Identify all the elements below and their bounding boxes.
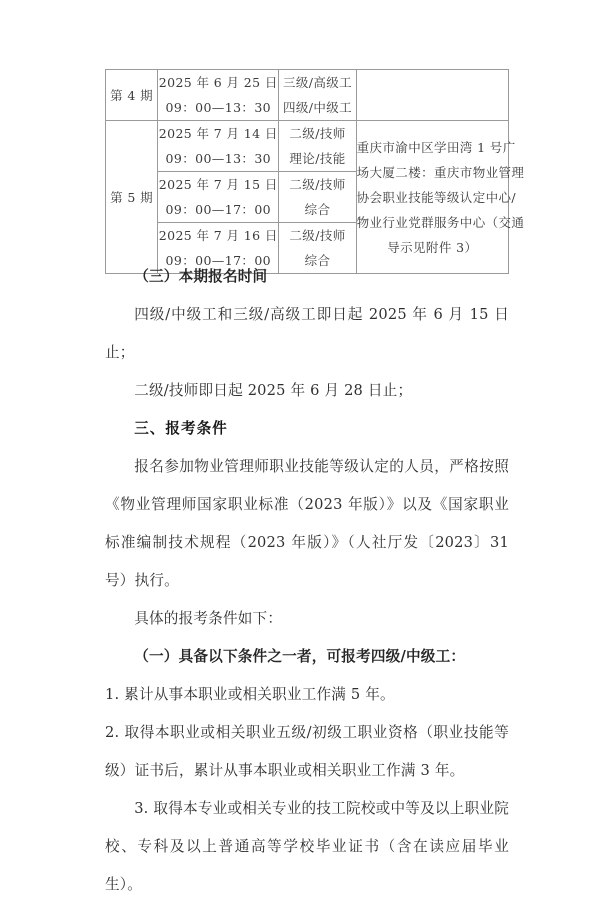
- address-line: 协会职业技能等级认定中心/: [356, 189, 517, 205]
- date-line: 2025 年 7 月 16 日: [158, 228, 278, 243]
- table-row: [106, 121, 509, 172]
- level-line: 四级/中级工: [282, 100, 353, 115]
- time-line: 09：00—17：00: [165, 202, 272, 217]
- section-registration-time-title: （三）本期报名时间: [134, 268, 268, 285]
- requirement-item-1: 1. 累计从事本职业或相关职业工作满 5 年。: [105, 686, 395, 703]
- level-line: 三级/高级工: [282, 75, 353, 90]
- table-cell-level: [279, 172, 356, 223]
- level-line: 综合: [304, 253, 331, 268]
- table-cell-address-empty: [356, 70, 508, 121]
- requirement-item-3: 3. 取得本专业或相关专业的技工院校或中等及以上职业院校、专科及以上普通高等学校毕业证书（含在读应届毕业生）。: [105, 800, 509, 893]
- exam-schedule-table: [105, 69, 525, 274]
- date-line: 2025 年 7 月 15 日: [158, 177, 278, 192]
- table-cell-level: [279, 121, 356, 172]
- address-line: 场大厦二楼：重庆市物业管理: [356, 164, 525, 180]
- table-cell-date: [158, 121, 279, 172]
- address-line: 物业行业党群服务中心（交通: [356, 214, 525, 230]
- section-requirements-heading: 三、报考条件: [134, 420, 228, 437]
- level-line: 综合: [304, 202, 331, 217]
- exam-schedule-table-wrapper: [105, 69, 525, 274]
- document-body: [105, 258, 509, 904]
- table-cell-date: [158, 172, 279, 223]
- table-cell-address: [356, 121, 525, 274]
- requirements-intro-paragraph: 报名参加物业管理师职业技能等级认定的人员，严格按照《物业管理师国家职业标准（2023 年版）》以及《国家职业标准编制技术规程（2023 年版）》（人社厅发〔2023〕31 号）执行。: [105, 458, 509, 589]
- requirements-list-lead: 具体的报考条件如下：: [134, 610, 283, 627]
- subsection-one-title: （一）具备以下条件之一者，可报考四级/中级工：: [134, 648, 466, 665]
- table-row: [106, 70, 509, 121]
- time-line: 09：00—13：30: [165, 100, 272, 115]
- address-line: 导示见附件 3）: [387, 239, 478, 255]
- date-line: 2025 年 6 月 25 日: [158, 75, 278, 90]
- level-line: 二级/技师: [289, 177, 346, 192]
- level-line: 二级/技师: [289, 126, 346, 141]
- time-line: 09：00—17：00: [165, 253, 272, 268]
- time-line: 09：00—13：30: [165, 151, 272, 166]
- table-cell-date: [158, 70, 279, 121]
- table-cell-period: 第 4 期: [106, 70, 158, 121]
- registration-deadline-line-1: 四级/中级工和三级/高级工即日起 2025 年 6 月 15 日止；: [105, 306, 509, 361]
- table-cell-period: 第 5 期: [106, 121, 158, 274]
- address-line: 重庆市渝中区学田湾 1 号广: [356, 139, 516, 155]
- registration-deadline-line-2: 二级/技师即日起 2025 年 6 月 28 日止；: [134, 382, 413, 399]
- level-line: 理论/技能: [289, 151, 346, 166]
- level-line: 二级/技师: [289, 228, 346, 243]
- requirement-item-2: 2. 取得本职业或相关职业五级/初级工职业资格（职业技能等级）证书后，累计从事本职业或相关职业工作满 3 年。: [105, 724, 509, 779]
- table-cell-level: [279, 70, 356, 121]
- date-line: 2025 年 7 月 14 日: [158, 126, 278, 141]
